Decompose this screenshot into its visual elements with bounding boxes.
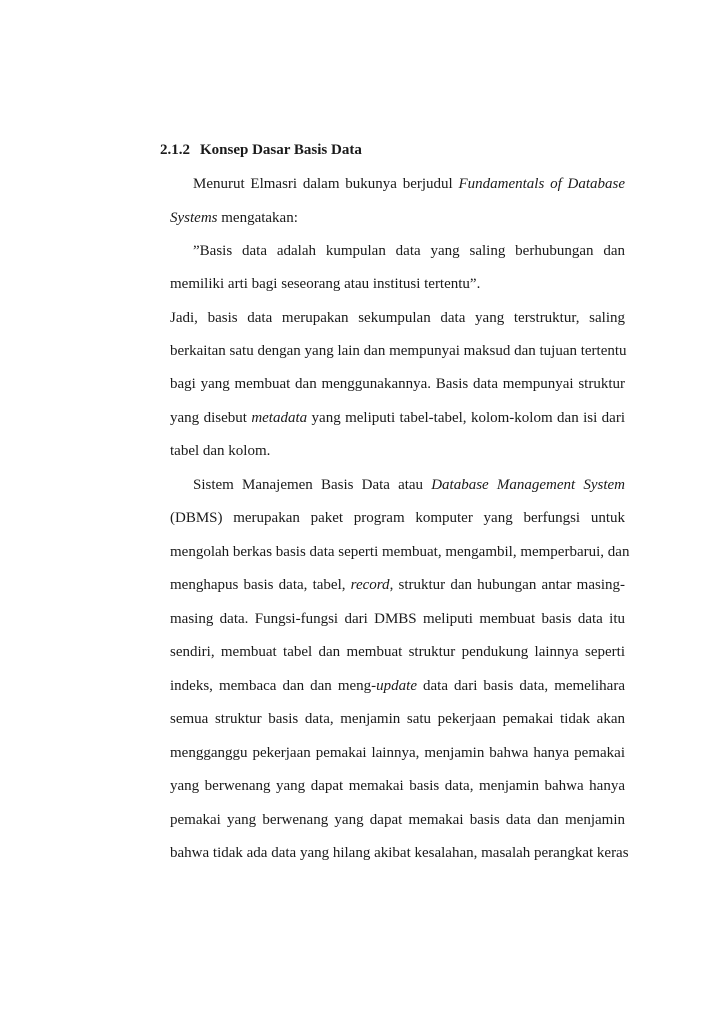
paragraph-line: masing data. Fungsi-fungsi dari DMBS meliputi membuat basis data itu: [170, 611, 625, 627]
paragraph-line: bagi yang membuat dan menggunakannya. Basis data mempunyai struktur: [170, 376, 625, 392]
section-heading: [160, 139, 362, 161]
paragraph-line: mengolah berkas basis data seperti membuat, mengambil, memperbarui, dan: [170, 544, 630, 560]
italic-text-run: Database Management System: [431, 477, 625, 493]
paragraph-line: [193, 474, 625, 496]
text-run: mengatakan:: [217, 210, 298, 226]
paragraph-line: semua struktur basis data, menjamin satu pekerjaan pemakai tidak akan: [170, 711, 625, 727]
text-run: yang disebut: [170, 410, 252, 426]
paragraph-line: yang berwenang yang dapat memakai basis data, menjamin bahwa hanya: [170, 778, 625, 794]
paragraph-line: [170, 574, 625, 596]
paragraph-line: [170, 407, 625, 429]
paragraph-line: sendiri, membuat tabel dan membuat struktur pendukung lainnya seperti: [170, 644, 625, 660]
paragraph-line: berkaitan satu dengan yang lain dan mempunyai maksud dan tujuan tertentu: [170, 343, 627, 359]
section-number: 2.1.2: [160, 142, 190, 158]
paragraph-line: bahwa tidak ada data yang hilang akibat kesalahan, masalah perangkat keras: [170, 845, 629, 861]
quote-line: memiliki arti bagi seseorang atau institusi tertentu”.: [170, 276, 481, 292]
text-run: yang meliputi tabel-tabel, kolom-kolom dan isi dari: [307, 410, 625, 426]
text-run: Menurut Elmasri dalam bukunya berjudul: [193, 176, 459, 192]
text-run: data dari basis data, memelihara: [416, 678, 625, 694]
paragraph-line: mengganggu pekerjaan pemakai lainnya, menjamin bahwa hanya pemakai: [170, 745, 625, 761]
text-run: indeks, membaca dan dan meng-: [170, 678, 377, 694]
paragraph-line: tabel dan kolom.: [170, 443, 271, 459]
quote-line: ”Basis data adalah kumpulan data yang saling berhubungan dan: [193, 243, 625, 259]
italic-text-run: update: [376, 678, 417, 694]
italic-text-run: metadata: [251, 410, 308, 426]
paragraph-line: [170, 675, 625, 697]
italic-text-run: Fundamentals of Database: [458, 176, 625, 192]
paragraph-line: [170, 207, 625, 229]
paragraph-line: (DBMS) merupakan paket program komputer yang berfungsi untuk: [170, 510, 625, 526]
paragraph-line: Jadi, basis data merupakan sekumpulan data yang terstruktur, saling: [170, 310, 625, 326]
text-run: Sistem Manajemen Basis Data atau: [193, 477, 432, 493]
italic-text-run: Systems: [170, 210, 218, 226]
italic-text-run: record: [350, 577, 390, 593]
section-title: Konsep Dasar Basis Data: [200, 142, 362, 158]
paragraph-line: [193, 173, 625, 195]
text-run: , struktur dan hubungan antar masing-: [389, 577, 625, 593]
text-run: menghapus basis data, tabel,: [170, 577, 351, 593]
paragraph-line: pemakai yang berwenang yang dapat memakai basis data dan menjamin: [170, 812, 625, 828]
